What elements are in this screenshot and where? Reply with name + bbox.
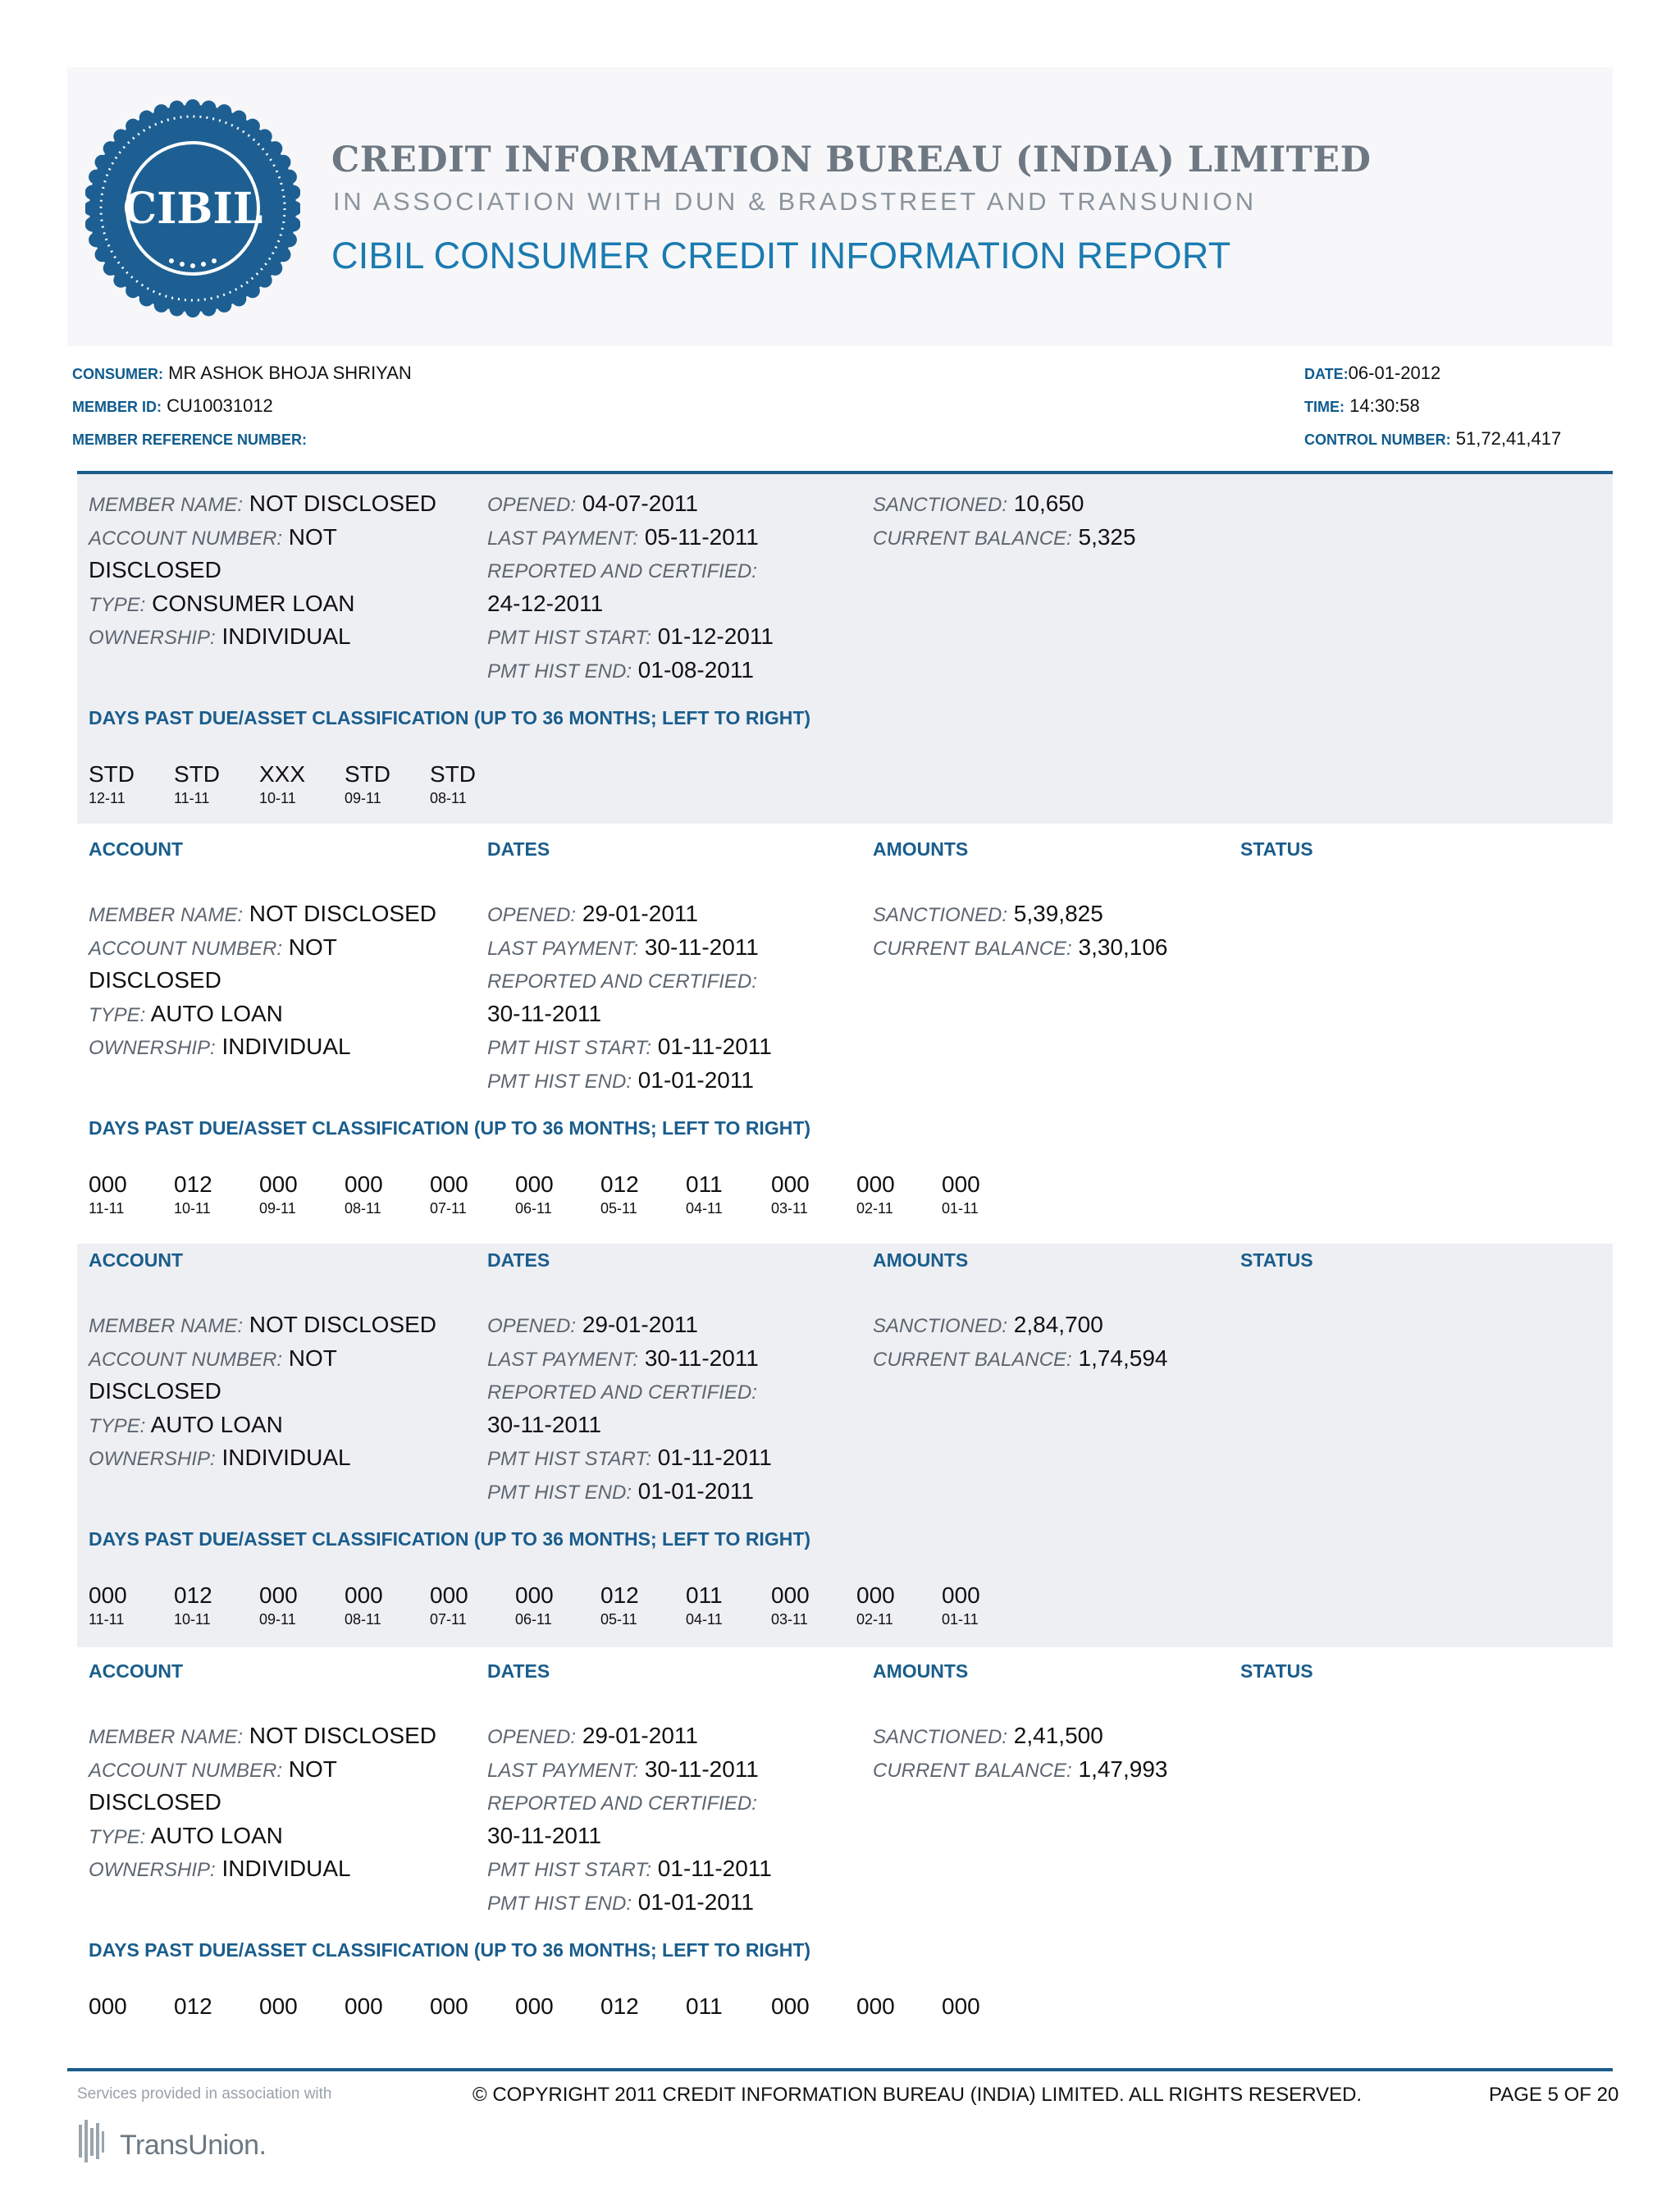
account-number-value: NOT <box>288 523 337 550</box>
reported-certified-label: REPORTED AND CERTIFIED: <box>487 970 757 993</box>
dpd-month: 11-11 <box>174 790 210 806</box>
account-type-value: AUTO LOAN <box>150 1822 283 1848</box>
ownership-label: OWNERSHIP: <box>89 1859 216 1881</box>
opened-date-value: 29-01-2011 <box>582 1723 698 1748</box>
control-label: CONTROL NUMBER: <box>1304 431 1451 448</box>
member-name <box>89 901 436 927</box>
pmt-hist-start-label: PMT HIST START: <box>487 1037 652 1059</box>
dpd-code: 000 <box>345 1993 383 2019</box>
dpd-code: 011 <box>686 1993 723 2019</box>
dpd-code: 000 <box>430 1171 468 1197</box>
account-type-label: TYPE: <box>89 1003 146 1026</box>
sanctioned-amount <box>873 901 1103 927</box>
dpd-code: 000 <box>515 1993 554 2019</box>
pmt-hist-end-value: 01-01-2011 <box>637 1888 754 1915</box>
last-payment-date-label: LAST PAYMENT: <box>487 937 639 960</box>
copyright-notice: © COPYRIGHT 2011 CREDIT INFORMATION BUREAU (INDIA) LIMITED. ALL RIGHTS RESERVED. <box>472 2084 1363 2106</box>
reported-certified-label: REPORTED AND CERTIFIED: <box>487 560 757 582</box>
pmt-hist-start-label: PMT HIST START: <box>487 1448 652 1470</box>
dpd-code: 000 <box>89 1582 127 1608</box>
account-type-label: TYPE: <box>89 593 146 616</box>
opened-date <box>487 491 698 517</box>
ownership <box>89 1445 351 1471</box>
last-payment-date <box>487 1345 759 1372</box>
time-value: 14:30:58 <box>1349 395 1420 416</box>
dpd-code: 000 <box>430 1993 468 2019</box>
reported-date <box>487 1823 601 1849</box>
page-number: PAGE 5 OF 20 <box>1489 2084 1619 2106</box>
dpd-month: 09-11 <box>259 1200 296 1217</box>
pmt-hist-start <box>487 1856 772 1882</box>
dpd-code: 012 <box>174 1171 212 1197</box>
dpd-code: 000 <box>259 1993 298 2019</box>
dpd-code: 000 <box>856 1993 895 2019</box>
dpd-month: 10-11 <box>174 1200 211 1217</box>
dpd-month: 09-11 <box>345 790 381 806</box>
bureau-title: CREDIT INFORMATION BUREAU (INDIA) LIMITED <box>331 139 1372 180</box>
account-number <box>89 524 337 550</box>
svg-text:CIBIL: CIBIL <box>122 184 263 234</box>
pmt-hist-end <box>487 657 754 683</box>
member-name <box>89 491 436 517</box>
dpd-code: 012 <box>174 1582 212 1608</box>
dpd-month: 05-11 <box>600 1200 637 1217</box>
consumer-label: CONSUMER: <box>72 366 163 382</box>
member-name-value: NOT DISCLOSED <box>249 901 436 926</box>
dpd-month: 06-11 <box>515 1611 552 1628</box>
column-header-account: ACCOUNT <box>89 1249 183 1271</box>
dpd-month: 09-11 <box>259 1611 296 1628</box>
opened-date-label: OPENED: <box>487 1726 577 1748</box>
account-type-value: AUTO LOAN <box>150 1000 283 1026</box>
member-id-label: MEMBER ID: <box>72 399 162 415</box>
dpd-title: DAYS PAST DUE/ASSET CLASSIFICATION (UP TO 36 MONTHS; LEFT TO RIGHT) <box>89 707 811 728</box>
pmt-hist-end-label: PMT HIST END: <box>487 1892 632 1915</box>
dpd-code: 000 <box>89 1993 127 2019</box>
ownership-value: INDIVIDUAL <box>221 623 351 649</box>
member-id-line <box>72 395 273 417</box>
opened-date-label: OPENED: <box>487 1315 577 1337</box>
ownership <box>89 1856 351 1882</box>
sanctioned-amount <box>873 491 1084 517</box>
dpd-month: 07-11 <box>430 1200 467 1217</box>
last-payment-date-value: 30-11-2011 <box>644 1345 759 1371</box>
dpd-month: 04-11 <box>686 1611 723 1628</box>
report-banner <box>67 67 1613 346</box>
pmt-hist-start-label: PMT HIST START: <box>487 627 652 649</box>
current-balance-value: 1,74,594 <box>1078 1345 1168 1371</box>
opened-date-label: OPENED: <box>487 904 577 926</box>
reported-certified <box>487 1789 757 1815</box>
ownership-label: OWNERSHIP: <box>89 1037 216 1059</box>
reported-certified <box>487 967 757 993</box>
reported-date <box>487 1412 601 1438</box>
column-header-dates: DATES <box>487 838 550 860</box>
dpd-code: XXX <box>259 761 306 787</box>
dpd-code: 000 <box>259 1171 298 1197</box>
dpd-code: 000 <box>89 1171 127 1197</box>
account-number <box>89 1756 337 1783</box>
account-number-value: NOT <box>288 1345 337 1371</box>
pmt-hist-start <box>487 1445 772 1471</box>
sanctioned-amount <box>873 1723 1103 1749</box>
last-payment-date-value: 30-11-2011 <box>644 1756 759 1782</box>
account-number-cont-value: DISCLOSED <box>89 557 221 582</box>
current-balance-label: CURRENT BALANCE: <box>873 1759 1072 1782</box>
opened-date <box>487 1312 698 1338</box>
dpd-title: DAYS PAST DUE/ASSET CLASSIFICATION (UP TO 36 MONTHS; LEFT TO RIGHT) <box>89 1117 811 1139</box>
pmt-hist-start-value: 01-11-2011 <box>657 1856 772 1881</box>
current-balance-value: 1,47,993 <box>1078 1756 1168 1782</box>
account-type-value: CONSUMER LOAN <box>152 590 355 616</box>
account-number-value: NOT <box>288 1756 337 1782</box>
ownership-value: INDIVIDUAL <box>221 1445 351 1470</box>
bureau-subtitle: IN ASSOCIATION WITH DUN & BRADSTREET AND TRANSUNION <box>333 187 1257 216</box>
account-number-value: NOT <box>288 934 337 960</box>
reported-certified-label: REPORTED AND CERTIFIED: <box>487 1792 757 1815</box>
reported-date <box>487 591 603 617</box>
control-value: 51,72,41,417 <box>1455 428 1562 449</box>
last-payment-date-label: LAST PAYMENT: <box>487 527 639 550</box>
pmt-hist-start <box>487 1034 772 1060</box>
dpd-month: 03-11 <box>771 1200 808 1217</box>
pmt-hist-end <box>487 1478 754 1505</box>
sanctioned-amount-value: 2,84,700 <box>1013 1312 1103 1337</box>
member-ref-label: MEMBER REFERENCE NUMBER: <box>72 431 308 448</box>
pmt-hist-start-label: PMT HIST START: <box>487 1859 652 1881</box>
opened-date-label: OPENED: <box>487 494 577 516</box>
current-balance <box>873 1345 1168 1372</box>
dpd-code: 011 <box>686 1171 723 1197</box>
account-type <box>89 591 355 617</box>
last-payment-date-label: LAST PAYMENT: <box>487 1759 639 1782</box>
dpd-code: STD <box>89 761 135 787</box>
transunion-wordmark: TransUnion. <box>120 2130 267 2161</box>
dpd-code: 011 <box>686 1582 723 1608</box>
dpd-month: 02-11 <box>856 1611 893 1628</box>
account-type-value: AUTO LOAN <box>150 1411 283 1437</box>
sanctioned-amount-label: SANCTIONED: <box>873 494 1008 516</box>
pmt-hist-end <box>487 1889 754 1915</box>
dpd-code: 000 <box>942 1171 980 1197</box>
account-type <box>89 1412 283 1438</box>
dpd-code: 000 <box>771 1582 810 1608</box>
last-payment-date <box>487 524 759 550</box>
dpd-code: 000 <box>345 1582 383 1608</box>
consumer-line <box>72 363 412 384</box>
dpd-code: 012 <box>600 1171 639 1197</box>
current-balance <box>873 1756 1168 1783</box>
dpd-month: 08-11 <box>345 1611 381 1628</box>
dpd-code: STD <box>345 761 390 787</box>
current-balance <box>873 524 1136 550</box>
dpd-code: 000 <box>856 1582 895 1608</box>
sanctioned-amount-label: SANCTIONED: <box>873 1726 1008 1748</box>
report-title: CIBIL CONSUMER CREDIT INFORMATION REPORT <box>331 235 1231 276</box>
dpd-month: 08-11 <box>430 790 467 806</box>
pmt-hist-end-value: 01-08-2011 <box>637 656 754 683</box>
account-type-label: TYPE: <box>89 1414 146 1437</box>
pmt-hist-end <box>487 1067 754 1094</box>
current-balance-label: CURRENT BALANCE: <box>873 527 1072 550</box>
current-balance <box>873 934 1168 961</box>
dpd-code: 000 <box>515 1171 554 1197</box>
pmt-hist-end-label: PMT HIST END: <box>487 1070 632 1093</box>
time-label: TIME: <box>1304 399 1344 415</box>
reported-certified <box>487 557 757 583</box>
pmt-hist-end-label: PMT HIST END: <box>487 1481 632 1504</box>
ownership-label: OWNERSHIP: <box>89 1448 216 1470</box>
reported-certified <box>487 1378 757 1404</box>
last-payment-date-value: 30-11-2011 <box>644 934 759 960</box>
reported-certified-label: REPORTED AND CERTIFIED: <box>487 1381 757 1404</box>
reported-date <box>487 1001 601 1027</box>
account-number-label: ACCOUNT NUMBER: <box>89 1348 283 1371</box>
dpd-code: 000 <box>771 1171 810 1197</box>
ownership <box>89 1034 351 1060</box>
cibil-seal-logo <box>85 85 300 331</box>
control-line <box>1304 428 1561 450</box>
pmt-hist-start-value: 01-11-2011 <box>657 1034 772 1059</box>
dpd-month: 01-11 <box>942 1611 979 1628</box>
dpd-title: DAYS PAST DUE/ASSET CLASSIFICATION (UP TO 36 MONTHS; LEFT TO RIGHT) <box>89 1939 811 1961</box>
account-number-label: ACCOUNT NUMBER: <box>89 937 283 960</box>
sanctioned-amount-label: SANCTIONED: <box>873 1315 1008 1337</box>
column-header-status: STATUS <box>1240 1249 1313 1271</box>
column-header-account: ACCOUNT <box>89 1660 183 1682</box>
sanctioned-amount-label: SANCTIONED: <box>873 904 1008 926</box>
ownership-value: INDIVIDUAL <box>221 1856 351 1881</box>
member-name-label: MEMBER NAME: <box>89 494 244 516</box>
ownership-value: INDIVIDUAL <box>221 1034 351 1059</box>
opened-date <box>487 1723 698 1749</box>
account-number <box>89 1345 337 1372</box>
dpd-month: 12-11 <box>89 790 126 806</box>
consumer-name: MR ASHOK BHOJA SHRIYAN <box>168 363 412 383</box>
account-number-cont <box>89 1378 221 1404</box>
member-name <box>89 1312 436 1338</box>
column-header-status: STATUS <box>1240 1660 1313 1682</box>
sanctioned-amount-value: 2,41,500 <box>1013 1723 1103 1748</box>
current-balance-value: 5,325 <box>1078 523 1136 550</box>
account-number-label: ACCOUNT NUMBER: <box>89 1759 283 1782</box>
current-balance-label: CURRENT BALANCE: <box>873 937 1072 960</box>
dpd-code: 000 <box>771 1993 810 2019</box>
date-line <box>1304 363 1440 384</box>
dpd-month: 11-11 <box>89 1611 125 1628</box>
dpd-month: 10-11 <box>259 790 296 806</box>
pmt-hist-start-value: 01-11-2011 <box>657 1445 772 1470</box>
dpd-code: 012 <box>600 1993 639 2019</box>
reported-date-value: 30-11-2011 <box>487 1822 602 1848</box>
column-header-amounts: AMOUNTS <box>873 838 969 860</box>
dpd-month: 02-11 <box>856 1200 893 1217</box>
last-payment-date <box>487 934 759 961</box>
opened-date-value: 29-01-2011 <box>582 1312 698 1337</box>
footer-divider <box>67 2068 1613 2071</box>
column-header-account: ACCOUNT <box>89 838 183 860</box>
member-ref-line <box>72 428 307 450</box>
sanctioned-amount-value: 10,650 <box>1013 491 1084 516</box>
account-number-cont-value: DISCLOSED <box>89 967 221 993</box>
account-type <box>89 1001 283 1027</box>
account-type <box>89 1823 283 1849</box>
column-header-dates: DATES <box>487 1660 550 1682</box>
opened-date-value: 04-07-2011 <box>582 491 698 516</box>
column-header-amounts: AMOUNTS <box>873 1249 969 1271</box>
pmt-hist-start <box>487 623 774 650</box>
opened-date-value: 29-01-2011 <box>582 901 698 926</box>
pmt-hist-start-value: 01-12-2011 <box>657 623 774 649</box>
pmt-hist-end-label: PMT HIST END: <box>487 660 632 683</box>
sanctioned-amount <box>873 1312 1103 1338</box>
ownership-label: OWNERSHIP: <box>89 627 216 649</box>
dpd-month: 04-11 <box>686 1200 723 1217</box>
date-label: DATE: <box>1304 366 1349 382</box>
member-name-label: MEMBER NAME: <box>89 904 244 926</box>
reported-date-value: 24-12-2011 <box>487 590 604 616</box>
dpd-code: 000 <box>942 1582 980 1608</box>
dpd-code: 012 <box>600 1582 639 1608</box>
last-payment-date-value: 05-11-2011 <box>644 523 759 550</box>
dpd-month: 11-11 <box>89 1200 125 1217</box>
dpd-month: 06-11 <box>515 1200 552 1217</box>
account-number-cont <box>89 557 221 583</box>
dpd-code: 000 <box>345 1171 383 1197</box>
ownership <box>89 623 351 650</box>
account-number-label: ACCOUNT NUMBER: <box>89 527 283 550</box>
dpd-code: 000 <box>515 1582 554 1608</box>
dpd-code: 000 <box>259 1582 298 1608</box>
member-name-label: MEMBER NAME: <box>89 1315 244 1337</box>
dpd-code: 000 <box>942 1993 980 2019</box>
member-id-value: CU10031012 <box>167 395 273 416</box>
dpd-title: DAYS PAST DUE/ASSET CLASSIFICATION (UP TO 36 MONTHS; LEFT TO RIGHT) <box>89 1528 811 1550</box>
last-payment-date-label: LAST PAYMENT: <box>487 1348 639 1371</box>
pmt-hist-end-value: 01-01-2011 <box>637 1477 754 1504</box>
account-number <box>89 934 337 961</box>
services-note: Services provided in association with <box>77 2085 332 2103</box>
last-payment-date <box>487 1756 759 1783</box>
account-number-cont-value: DISCLOSED <box>89 1378 221 1404</box>
dpd-code: STD <box>430 761 476 787</box>
date-value: 06-01-2012 <box>1348 363 1441 383</box>
account-type-label: TYPE: <box>89 1825 146 1848</box>
time-line <box>1304 395 1420 417</box>
dpd-month: 01-11 <box>942 1200 979 1217</box>
column-header-amounts: AMOUNTS <box>873 1660 969 1682</box>
dpd-month: 05-11 <box>600 1611 637 1628</box>
column-header-dates: DATES <box>487 1249 550 1271</box>
dpd-month: 08-11 <box>345 1200 381 1217</box>
dpd-code: 000 <box>430 1582 468 1608</box>
account-number-cont <box>89 1789 221 1815</box>
current-balance-label: CURRENT BALANCE: <box>873 1348 1072 1371</box>
dpd-month: 07-11 <box>430 1611 467 1628</box>
pmt-hist-end-value: 01-01-2011 <box>637 1066 754 1093</box>
sanctioned-amount-value: 5,39,825 <box>1013 901 1103 926</box>
member-name <box>89 1723 436 1749</box>
dpd-code: 000 <box>856 1171 895 1197</box>
column-header-status: STATUS <box>1240 838 1313 860</box>
member-name-value: NOT DISCLOSED <box>249 1723 436 1748</box>
account-number-cont-value: DISCLOSED <box>89 1789 221 1815</box>
member-name-value: NOT DISCLOSED <box>249 1312 436 1337</box>
account-number-cont <box>89 967 221 993</box>
reported-date-value: 30-11-2011 <box>487 1000 602 1026</box>
opened-date <box>487 901 698 927</box>
reported-date-value: 30-11-2011 <box>487 1411 602 1437</box>
dpd-code: 012 <box>174 1993 212 2019</box>
dpd-month: 03-11 <box>771 1611 808 1628</box>
member-name-value: NOT DISCLOSED <box>249 491 436 516</box>
dpd-month: 10-11 <box>174 1611 211 1628</box>
member-name-label: MEMBER NAME: <box>89 1726 244 1748</box>
dpd-code: STD <box>174 761 220 787</box>
current-balance-value: 3,30,106 <box>1078 934 1168 960</box>
